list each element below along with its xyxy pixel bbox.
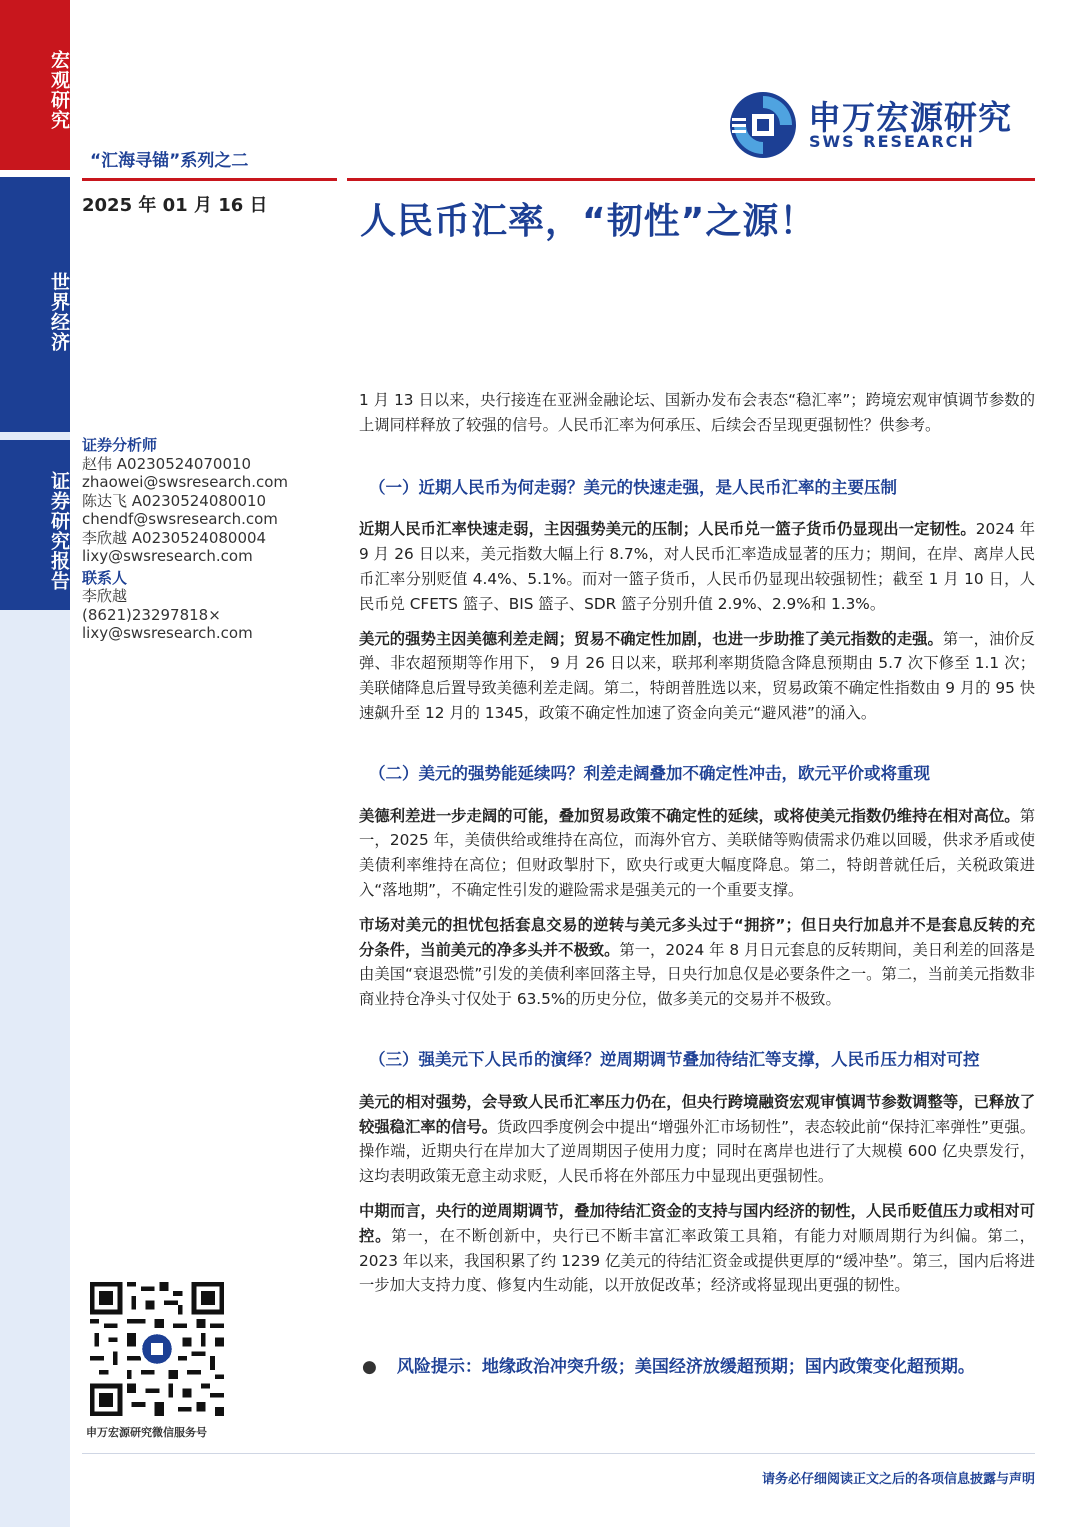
logo-name-en: SWS RESEARCH: [809, 132, 975, 151]
analyst-line: 陈达飞 A0230524080010: [82, 491, 267, 510]
section-3-paragraph-1: [359, 1090, 1035, 1189]
section-2-paragraph-1: [359, 804, 1035, 903]
analyst-email[interactable]: zhaowei@swsresearch.com: [82, 473, 289, 491]
header-rule-left: [82, 178, 337, 181]
disclaimer-note: 请务必仔细阅读正文之后的各项信息披露与声明: [761, 1472, 1035, 1487]
lead-sentence: 美元的相对强势，会导致人民币汇率压力仍在，但央行跨境融资宏观审慎调节参数调整等，已释放了较强稳汇率的信号。: [359, 1092, 1035, 1136]
lead-sentence: 近期人民币汇率快速走弱，主因强势美元的压制；人民币兑一篮子货币仍显现出一定韧性。: [359, 520, 976, 539]
qr-caption: 申万宏源研究微信服务号: [86, 1426, 207, 1439]
analysts-heading: 证券分析师: [82, 436, 158, 454]
section-title-1: （一）近期人民币为何走弱？美元的快速走强，是人民币汇率的主要压制: [369, 477, 897, 497]
intro-paragraph: 1 月 13 日以来，央行接连在亚洲金融论坛、国新办发布会表态“稳汇率”；跨境宏观审慎调节参数的上调同样释放了较强的信号。人民币汇率为何承压、后续会否呈现更强韧性？供参考。: [359, 391, 1035, 434]
report-body: [359, 388, 1035, 1308]
lead-sentence: 市场对美元的担忧包括套息交易的逆转与美元多头过于“拥挤”；但日央行加息并不是套息反转的充分条件，当前美元的净多头并不极致。: [359, 915, 1035, 959]
side-tab-macro: 宏观研究: [48, 50, 70, 130]
side-tab-report-type: 证券研究报告: [48, 471, 70, 591]
sws-logo-icon: [728, 90, 798, 160]
footer-divider: [82, 1453, 1035, 1454]
paragraph-text: 第一，2024 年 8 月日元套息的反转期间，美日利差的回落是由美国“衰退恐慌”引发的美债利率回落主导，日央行加息仅是必要条件之一。第二，当前美元指数非商业持仓净头寸仅处于 63.5%的历史分位，做多美元的交易并不极致。: [359, 940, 1035, 1009]
section-title-3: （三）强美元下人民币的演绎？逆周期调节叠加待结汇等支撑，人民币压力相对可控: [369, 1049, 980, 1069]
lead-sentence: 美元的强势主因美德利差走阔；贸易不确定性加剧，也进一步助推了美元指数的走强。: [359, 629, 943, 648]
section-3-paragraph-2: [359, 1199, 1035, 1298]
section-1-paragraph-2: [359, 627, 1035, 726]
company-logo: [728, 90, 1038, 160]
analyst-line: 李欣越 A0230524080004: [82, 528, 267, 547]
report-date: 2025 年 01 月 16 日: [82, 195, 268, 216]
paragraph-text: 2024 年 9 月 26 日以来，美元指数大幅上行 8.7%，对人民币汇率造成显著的压力；期间，在岸、离岸人民币汇率分别贬值 4.4%、5.1%。而对一篮子货币，人民币仍显现出较强韧性；截至 1 月 10 日，人民币兑 CFETS 篮子、BIS 篮子、SDR 篮子分别升值 2.9%、2.9%和 1.3%。: [359, 520, 1035, 613]
paragraph-text: 第一，2025 年，美债供给或维持在高位，而海外官方、美联储等购债需求仍难以回暖，供求矛盾或使美债利率维持在高位；但财政掣肘下，欧央行或更大幅度降息。第二，特朗普就任后，关税政策进入“落地期”，不确定性引发的避险需求是强美元的一个重要支撑。: [359, 806, 1035, 899]
header-rule-right: [347, 178, 1035, 181]
contact-email[interactable]: lixy@swsresearch.com: [82, 624, 253, 642]
analyst-email[interactable]: chendf@swsresearch.com: [82, 510, 278, 528]
lead-sentence: 中期而言，央行的逆周期调节，叠加待结汇资金的支持与国内经济的韧性，人民币贬值压力或相对可控。: [359, 1201, 1035, 1245]
analyst-email[interactable]: lixy@swsresearch.com: [82, 547, 253, 565]
section-title-2: （二）美元的强势能延续吗？利差走阔叠加不确定性冲击，欧元平价或将重现: [369, 763, 930, 783]
series-label: “汇海寻锚”系列之二: [90, 151, 249, 171]
section-1-paragraph-1: [359, 517, 1035, 616]
bullet-icon: ●: [362, 1357, 377, 1377]
side-tab-world-economy: 世界经济: [48, 272, 70, 352]
paragraph-text: 第一，在不断创新中，央行已不断丰富汇率政策工具箱，有能力对顺周期行为纠偏。第二，2023 年以来，我国积累了约 1239 亿美元的待结汇资金或提供更厚的“缓冲垫”。第三，国内后将进一步加大支持力度、修复内生动能，以开放促改革；经济或将显现出更强的韧性。: [359, 1226, 1035, 1295]
paragraph-text: 第一，油价反弹、非农超预期等作用下， 9 月 26 日以来，联邦利率期货隐含降息预期由 5.7 次下修至 1.1 次；美联储降息后置导致美德利差走阔。第二，特朗普胜选以来，贸易政策不确定性指数由 9 月的 95 快速飙升至 12 月的 1345，政策不确定性加速了资金向美元“避风港”的涌入。: [359, 629, 1035, 722]
lead-sentence: 美德利差进一步走阔的可能，叠加贸易政策不确定性的延续，或将使美元指数仍维持在相对高位。: [359, 806, 1020, 825]
page-title: 人民币汇率，“韧性”之源！: [360, 201, 817, 242]
qr-code-icon[interactable]: [90, 1282, 224, 1416]
logo-name-cn: 申万宏源研究: [808, 98, 1012, 137]
contact-name: 李欣越: [82, 587, 128, 605]
contact-phone: (8621)23297818×: [82, 605, 221, 624]
analyst-panel: [82, 436, 342, 643]
contact-heading: 联系人: [82, 568, 128, 587]
risk-text: 风险提示：地缘政治冲突升级；美国经济放缓超预期；国内政策变化超预期。: [396, 1357, 975, 1377]
analyst-line: 赵伟 A0230524070010: [82, 454, 252, 473]
section-2-paragraph-2: [359, 913, 1035, 1012]
risk-warning: [362, 1352, 975, 1377]
paragraph-text: 货政四季度例会中提出“增强外汇市场韧性”，表态较此前“保持汇率弹性”更强。操作端，近期央行在岸加大了逆周期因子使用力度；同时在离岸也进行了大规模 600 亿央票发行，这均表明政策无意主动求贬，人民币将在外部压力中显现出更强韧性。: [359, 1117, 1035, 1186]
